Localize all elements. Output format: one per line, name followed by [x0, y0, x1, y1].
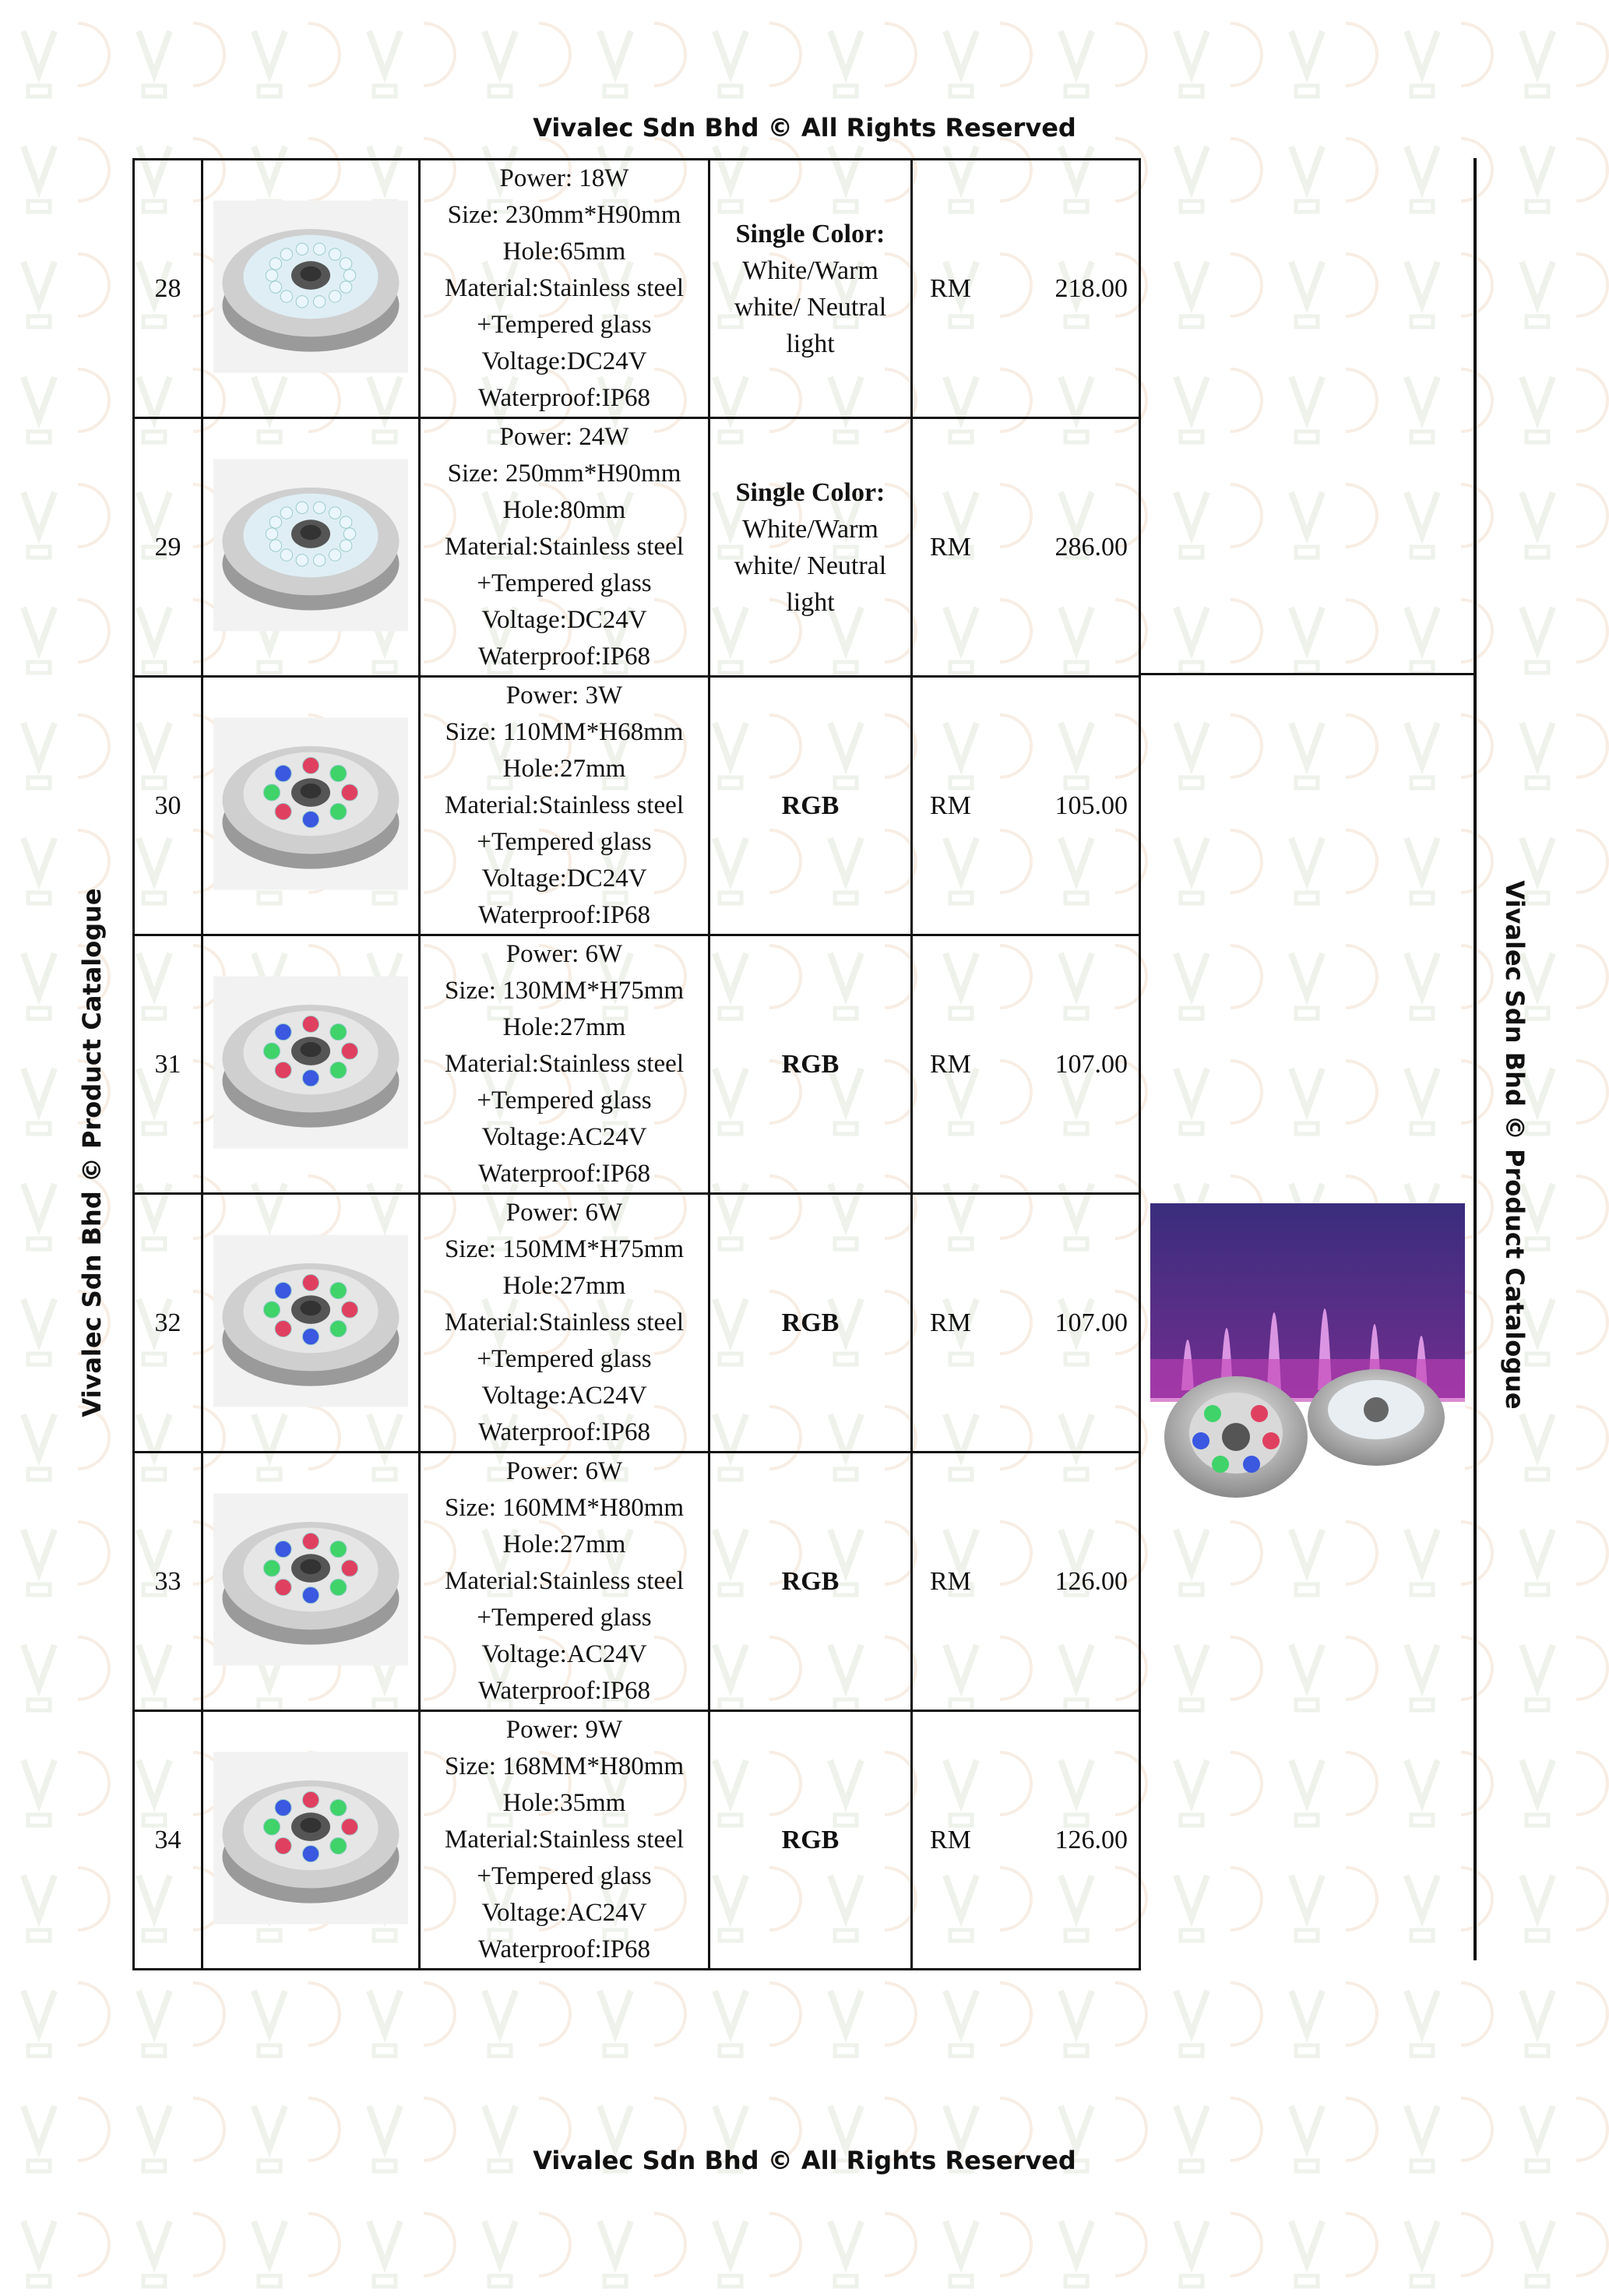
product-image: [202, 935, 420, 1194]
spec-material: Material:Stainless steel: [444, 1826, 684, 1854]
product-price: [912, 160, 1140, 418]
product-price: [912, 1711, 1140, 1970]
product-specs: [420, 160, 709, 418]
side-label-left: Vivalec Sdn Bhd © Product Catalogue: [77, 888, 107, 1417]
spec-glass: +Tempered glass: [477, 311, 652, 339]
table-row: [134, 677, 1140, 935]
product-color: [709, 677, 912, 935]
spec-waterproof: Waterproof:IP68: [478, 1418, 650, 1446]
spec-voltage: Voltage:AC24V: [481, 1382, 647, 1410]
color-title: Single Color:: [735, 219, 885, 248]
spec-glass: +Tempered glass: [477, 1086, 652, 1115]
price-value: 286.00: [1054, 532, 1128, 562]
spec-hole: Hole:65mm: [502, 238, 626, 266]
item-number: 33: [134, 1453, 202, 1711]
spec-waterproof: Waterproof:IP68: [478, 1160, 650, 1188]
item-number: 28: [134, 160, 202, 418]
product-price: [912, 935, 1140, 1194]
product-image: [202, 677, 420, 935]
product-price: [912, 677, 1140, 935]
spec-material: Material:Stainless steel: [444, 533, 684, 561]
spec-waterproof: Waterproof:IP68: [478, 1935, 650, 1963]
spec-size: Size: 150MM*H75mm: [444, 1235, 685, 1263]
spec-hole: Hole:27mm: [502, 1013, 626, 1041]
product-specs: [420, 1194, 709, 1453]
spec-material: Material:Stainless steel: [444, 1567, 684, 1595]
item-number: 32: [134, 1194, 202, 1453]
color-title: RGB: [781, 1308, 840, 1337]
spec-voltage: Voltage:AC24V: [481, 1123, 647, 1151]
spec-size: Size: 230mm*H90mm: [447, 201, 681, 229]
product-color: [709, 1453, 912, 1711]
product-color: [709, 160, 912, 418]
spec-size: Size: 130MM*H75mm: [444, 977, 685, 1005]
spec-hole: Hole:80mm: [502, 496, 626, 524]
color-detail: white/ Neutral: [734, 292, 887, 322]
item-number: 29: [134, 418, 202, 677]
product-specs: [420, 677, 709, 935]
color-detail: white/ Neutral: [734, 551, 887, 580]
spec-hole: Hole:35mm: [502, 1789, 626, 1817]
spec-voltage: Voltage:DC24V: [481, 865, 647, 893]
spec-hole: Hole:27mm: [502, 1272, 626, 1300]
item-number: 34: [134, 1711, 202, 1970]
spec-waterproof: Waterproof:IP68: [478, 901, 650, 929]
color-title: RGB: [781, 1567, 840, 1596]
spec-power: Power: 6W: [505, 1457, 623, 1485]
spec-size: Size: 250mm*H90mm: [447, 460, 681, 488]
currency-label: RM: [930, 791, 971, 820]
product-color: [709, 1194, 912, 1453]
color-title: RGB: [781, 791, 840, 820]
spec-power: Power: 18W: [499, 164, 629, 192]
spec-power: Power: 9W: [505, 1716, 623, 1744]
product-specs: [420, 1711, 709, 1970]
currency-label: RM: [930, 1049, 971, 1079]
product-specs: [420, 935, 709, 1194]
currency-label: RM: [930, 1825, 971, 1854]
color-detail: light: [786, 329, 835, 358]
product-image: [202, 1194, 420, 1453]
spec-glass: +Tempered glass: [477, 569, 652, 597]
spec-power: Power: 6W: [505, 940, 623, 968]
price-value: 126.00: [1054, 1825, 1128, 1854]
product-table: [132, 158, 1141, 1970]
right-divider-line: [1141, 673, 1475, 675]
product-image: [202, 1711, 420, 1970]
currency-label: RM: [930, 1566, 971, 1596]
color-title: Single Color:: [735, 477, 885, 507]
spec-size: Size: 160MM*H80mm: [444, 1494, 685, 1522]
price-value: 107.00: [1054, 1049, 1128, 1079]
item-number: 31: [134, 935, 202, 1194]
spec-waterproof: Waterproof:IP68: [478, 384, 650, 412]
color-detail: light: [786, 587, 835, 617]
spec-hole: Hole:27mm: [502, 755, 626, 783]
table-row: [134, 418, 1140, 677]
product-image: [202, 418, 420, 677]
spec-glass: +Tempered glass: [477, 1862, 652, 1890]
price-value: 126.00: [1054, 1566, 1128, 1596]
spec-power: Power: 6W: [505, 1199, 623, 1227]
spec-size: Size: 168MM*H80mm: [444, 1752, 685, 1780]
spec-material: Material:Stainless steel: [444, 791, 684, 819]
spec-power: Power: 24W: [499, 423, 629, 451]
item-number: 30: [134, 677, 202, 935]
product-specs: [420, 418, 709, 677]
product-color: [709, 935, 912, 1194]
spec-glass: +Tempered glass: [477, 1604, 652, 1632]
product-price: [912, 1453, 1140, 1711]
spec-voltage: Voltage:DC24V: [481, 606, 647, 634]
table-row: [134, 160, 1140, 418]
color-detail: White/Warm: [742, 514, 878, 544]
price-value: 107.00: [1054, 1308, 1128, 1337]
price-value: 105.00: [1054, 791, 1128, 820]
spec-glass: +Tempered glass: [477, 828, 652, 856]
spec-size: Size: 110MM*H68mm: [445, 718, 684, 746]
right-border-line: [1473, 158, 1477, 1960]
product-color: [709, 418, 912, 677]
spec-voltage: Voltage:DC24V: [481, 347, 647, 375]
spec-material: Material:Stainless steel: [444, 1308, 684, 1336]
spec-voltage: Voltage:AC24V: [481, 1899, 647, 1927]
table-row: [134, 1711, 1140, 1970]
color-title: RGB: [781, 1050, 840, 1079]
price-value: 218.00: [1054, 273, 1128, 303]
currency-label: RM: [930, 273, 971, 303]
spec-voltage: Voltage:AC24V: [481, 1640, 647, 1668]
spec-glass: +Tempered glass: [477, 1345, 652, 1373]
spec-waterproof: Waterproof:IP68: [478, 643, 650, 671]
product-image: [202, 1453, 420, 1711]
side-label-right: Vivalec Sdn Bhd © Product Catalogue: [1500, 880, 1530, 1410]
table-row: [134, 1453, 1140, 1711]
product-price: [912, 418, 1140, 677]
color-title: RGB: [781, 1826, 840, 1854]
currency-label: RM: [930, 1308, 971, 1337]
color-detail: White/Warm: [742, 255, 878, 285]
table-row: [134, 935, 1140, 1194]
spec-hole: Hole:27mm: [502, 1530, 626, 1558]
table-row: [134, 1194, 1140, 1453]
spec-power: Power: 3W: [505, 681, 623, 710]
product-color: [709, 1711, 912, 1970]
product-price: [912, 1194, 1140, 1453]
spec-material: Material:Stainless steel: [444, 274, 684, 302]
product-image: [202, 160, 420, 418]
currency-label: RM: [930, 532, 971, 562]
page-header: Vivalec Sdn Bhd © All Rights Reserved: [533, 113, 1076, 143]
page-footer: Vivalec Sdn Bhd © All Rights Reserved: [533, 2146, 1076, 2175]
product-specs: [420, 1453, 709, 1711]
spec-material: Material:Stainless steel: [444, 1050, 684, 1078]
fountain-photo: [1150, 1203, 1465, 1503]
spec-waterproof: Waterproof:IP68: [478, 1677, 650, 1705]
